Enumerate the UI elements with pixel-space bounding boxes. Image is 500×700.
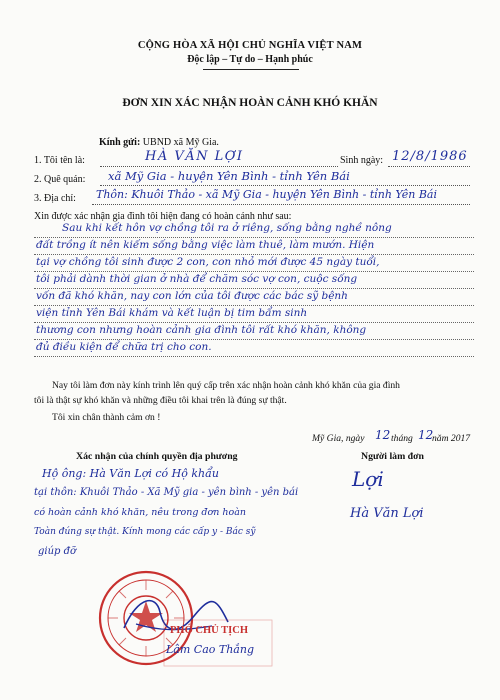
closing-line-2: tôi là thật sự khó khăn và những điều tôi khai trên là đúng sự thật. (34, 395, 287, 406)
stamp-title: PHÓ CHỦ TỊCH (170, 625, 248, 636)
authority-line: giúp đỡ (38, 546, 77, 557)
hometown-label: 2. Quê quán: (34, 174, 86, 185)
name-label: 1. Tôi tên là: (34, 155, 85, 166)
hometown-dots (100, 185, 470, 186)
ruled-line (34, 305, 474, 306)
address-label: 3. Địa chỉ: (34, 193, 76, 204)
situation-line: thương con nhưng hoàn cảnh gia đình tôi rất khó khăn, không (36, 324, 367, 336)
authority-line: có hoàn cảnh khó khăn, nêu trong đơn hoàn (34, 507, 246, 518)
situation-line: tôi phải dành thời gian ở nhà để chăm sóc vợ con, cuộc sống (36, 273, 358, 285)
name-dots (100, 166, 338, 167)
document-title: ĐƠN XIN XÁC NHẬN HOÀN CẢNH KHÓ KHĂN (122, 97, 378, 109)
dob-dots (388, 166, 470, 167)
ruled-line (34, 288, 474, 289)
authority-heading: Xác nhận của chính quyền địa phương (76, 451, 238, 462)
situation-line: đất trồng ít nên kiếm sống bằng việc làm thuê, làm mướn. Hiện (36, 239, 375, 251)
applicant-name: Hà Văn Lợi (350, 506, 424, 521)
nation-heading: CỘNG HÒA XÃ HỘI CHỦ NGHĨA VIỆT NAM (137, 40, 363, 51)
closing-line-1: Nay tôi làm đơn này kính trình lên quý cấp trên xác nhận hoàn cảnh khó khăn của gia đình (52, 380, 400, 391)
address-dots (92, 204, 470, 205)
motto-underline (203, 69, 299, 70)
authority-line: Toàn đúng sự thật. Kính mong các cấp y - Bác sỹ (34, 527, 256, 537)
hometown-value: xã Mỹ Gia - huyện Yên Bình - tỉnh Yên Bái (108, 169, 350, 183)
ruled-line (34, 322, 474, 323)
ruled-line (34, 254, 474, 255)
seal-outline (150, 618, 280, 668)
ruled-line (34, 356, 474, 357)
applicant-signature: Lợi (352, 467, 384, 491)
request-intro: Xin được xác nhận gia đình tôi hiện đang có hoàn cảnh như sau: (34, 211, 292, 222)
name-value: HÀ VĂN LỢI (145, 149, 244, 164)
recipient-value: UBND xã Mỹ Gia. (142, 137, 219, 148)
date-place: Mỹ Gia, ngày (312, 433, 365, 444)
authority-line: tại thôn: Khuôi Thảo - Xã Mỹ gia - yên bình - yên bái (34, 487, 299, 498)
ruled-line (34, 271, 474, 272)
date-month-label: tháng (391, 433, 413, 444)
authority-line: Hộ ông: Hà Văn Lợi có Hộ khẩu (42, 467, 219, 480)
date-year-label: năm 2017 (432, 433, 471, 444)
dob-label: Sinh ngày: (340, 155, 384, 166)
dob-value: 12/8/1986 (392, 149, 468, 164)
ruled-line (34, 339, 474, 340)
recipient-label: Kính gửi: (99, 137, 141, 148)
situation-line: Sau khi kết hôn vợ chồng tôi ra ở riêng, sống bằng nghề nông (62, 222, 392, 234)
situation-line: vốn đã khó khăn, nay con lớn của tôi được các bác sỹ bệnh (36, 290, 348, 302)
situation-line: tại vợ chồng tôi sinh được 2 con, con nhỏ mới được 45 ngày tuổi, (36, 256, 380, 268)
date-day: 12 (375, 428, 391, 442)
recipient-line (99, 137, 219, 148)
stamp-signer: Lâm Cao Thắng (166, 643, 254, 656)
closing-thanks: Tôi xin chân thành cảm ơn ! (52, 412, 161, 423)
date-month: 12 (418, 428, 434, 442)
applicant-heading: Người làm đơn (361, 451, 425, 462)
situation-line: viện tỉnh Yên Bái khám và kết luận bị tim bẩm sinh (36, 307, 308, 319)
address-value: Thôn: Khuôi Thảo - xã Mỹ Gia - huyện Yên Bình - tỉnh Yên Bái (96, 188, 437, 201)
ruled-line (34, 237, 474, 238)
motto-heading: Độc lập – Tự do – Hạnh phúc (187, 54, 313, 65)
situation-line: đủ điều kiện để chữa trị cho con. (36, 341, 212, 353)
